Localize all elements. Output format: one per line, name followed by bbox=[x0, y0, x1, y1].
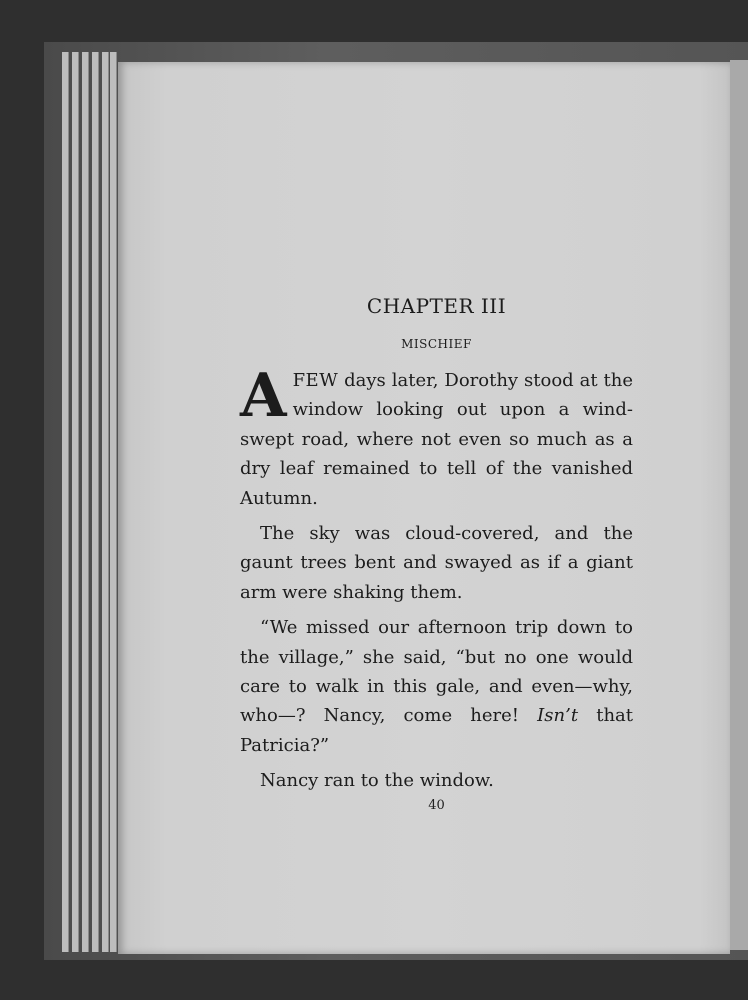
paragraph-3-text-a: “We missed our afternoon trip down to the village,” she said, “but no one would care to walk in this gale, and even—why, who—? Nancy, come here! bbox=[240, 617, 633, 727]
page-number: 40 bbox=[428, 798, 445, 813]
paragraph-4: Nancy ran to the window. bbox=[260, 770, 494, 792]
page-edge bbox=[82, 52, 89, 952]
page-edge bbox=[110, 52, 117, 952]
drop-cap: A bbox=[240, 361, 287, 431]
page-edge bbox=[92, 52, 99, 952]
paragraph-3 bbox=[240, 613, 633, 760]
paragraph-2: The sky was cloud-covered, and the gaunt trees bent and swayed as if a giant arm were shaking them. bbox=[240, 523, 633, 603]
lead-word: FEW bbox=[292, 370, 339, 391]
page-edge bbox=[102, 52, 109, 952]
paragraph-1-text: days later, Dorothy stood at the window looking out upon a wind-swept road, where not even so much as a dry leaf remained to tell of the vanished Autumn. bbox=[240, 370, 633, 509]
paragraph-1 bbox=[240, 361, 633, 513]
chapter-title: CHAPTER III bbox=[366, 294, 507, 318]
chapter-subtitle: MISCHIEF bbox=[401, 337, 472, 351]
facing-page-edge bbox=[730, 60, 748, 950]
page-edge bbox=[72, 52, 79, 952]
paragraph-3-text-b: that Patricia?” bbox=[240, 705, 634, 756]
page-edge bbox=[62, 52, 69, 952]
paragraph-3-italic: Isn’t bbox=[537, 705, 579, 727]
page-text bbox=[240, 292, 633, 802]
